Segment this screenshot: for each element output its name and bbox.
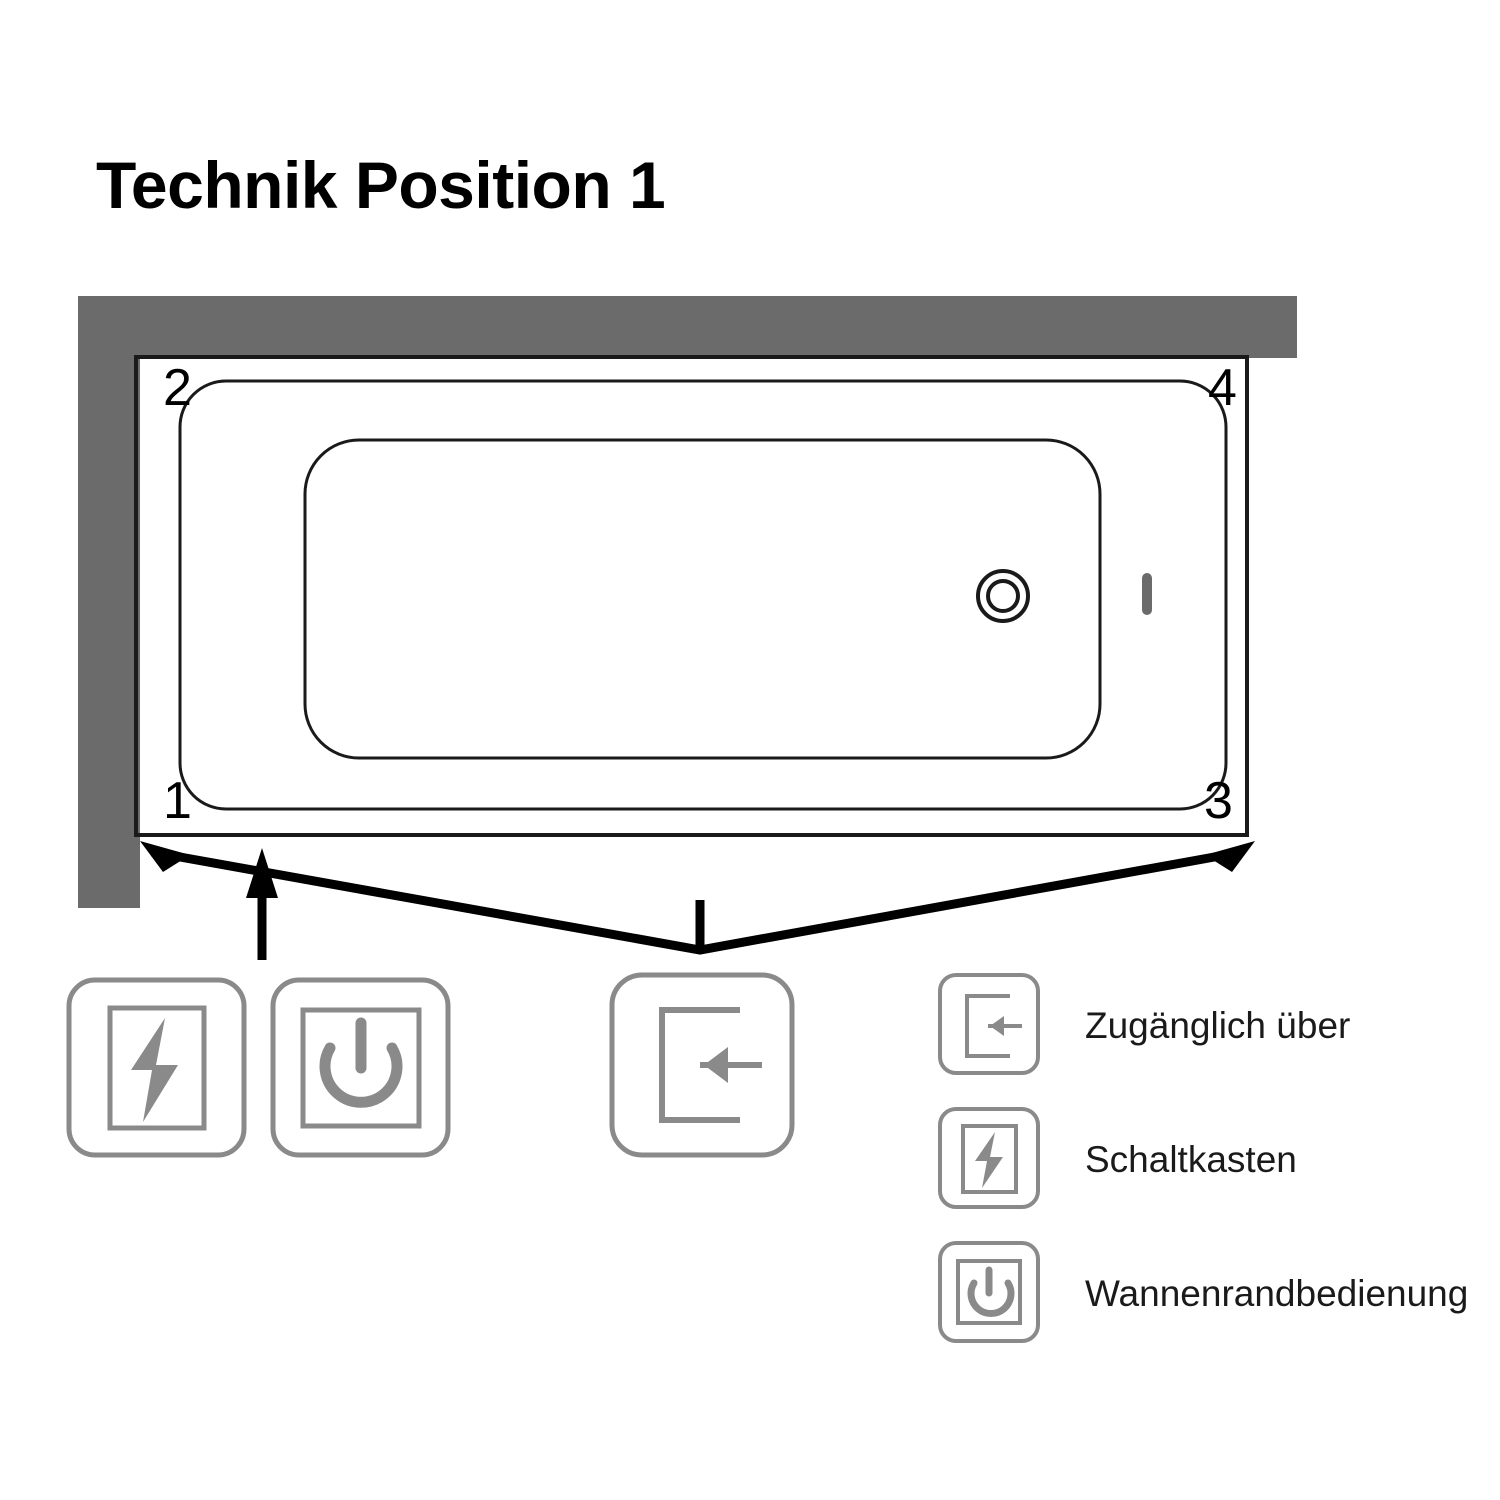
- switch-box-icon[interactable]: [69, 980, 244, 1155]
- access-panel-icon[interactable]: [612, 975, 792, 1155]
- legend-label-tub-rim-control: Wannenrandbedienung: [1085, 1273, 1469, 1314]
- wall-shape: [78, 296, 1297, 908]
- legend-label-switch-box: Schaltkasten: [1085, 1139, 1297, 1180]
- callout-leader-lines: [152, 852, 1242, 950]
- tub-rim-control-icon[interactable]: [273, 980, 448, 1155]
- overflow-slot-icon: [1142, 573, 1152, 615]
- legend-icon-tub-rim-control: [940, 1243, 1038, 1341]
- legend-icon-access-panel: [940, 975, 1038, 1073]
- corner-label-2: 2: [163, 359, 192, 417]
- arrow-to-corner-3: [1205, 841, 1255, 872]
- corner-label-3: 3: [1204, 772, 1233, 830]
- page-title: Technik Position 1: [96, 148, 666, 222]
- legend-icon-switch-box: [940, 1109, 1038, 1207]
- bathtub-outline: [136, 357, 1247, 835]
- drain-icon: [978, 571, 1028, 621]
- legend-label-access: Zugänglich über: [1085, 1005, 1351, 1046]
- arrow-to-corner-1: [140, 841, 190, 872]
- corner-label-4: 4: [1208, 359, 1237, 417]
- corner-label-1: 1: [163, 772, 192, 830]
- arrow-to-switch-box: [246, 848, 278, 960]
